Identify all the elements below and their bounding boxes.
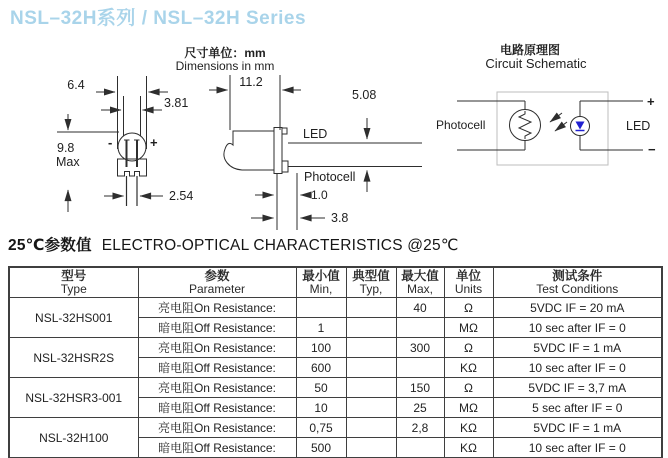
min-cell: 600 xyxy=(296,358,346,378)
test-conditions-cell: 5VDC IF = 1 mA xyxy=(493,418,662,438)
max-cell: 300 xyxy=(396,338,444,358)
col-header-test-conditions xyxy=(493,267,662,298)
units-cell: MΩ xyxy=(444,398,493,418)
parameter-cell: 暗电阻Off Resistance: xyxy=(138,318,296,338)
units-cell: KΩ xyxy=(444,418,493,438)
col-header-type-cn: 型号 xyxy=(61,269,87,283)
typ-cell xyxy=(346,438,396,458)
min-cell: 10 xyxy=(296,398,346,418)
type-cell: NSL-32H100 xyxy=(9,418,138,458)
min-cell: 500 xyxy=(296,438,346,458)
min-cell: 100 xyxy=(296,338,346,358)
dimension-unit-label-en: Dimensions in mm xyxy=(175,59,275,73)
dim-side-lead-offset-label: 3.8 xyxy=(331,211,349,225)
schematic-title-en: Circuit Schematic xyxy=(485,56,587,71)
parameter-cell: 亮电阻On Resistance: xyxy=(138,338,296,358)
units-cell: KΩ xyxy=(444,358,493,378)
typ-cell xyxy=(346,338,396,358)
parameter-cell: 暗电阻Off Resistance: xyxy=(138,398,296,418)
table-row xyxy=(9,338,662,358)
section-heading-en: ELECTRO-OPTICAL CHARACTERISTICS @25℃ xyxy=(101,237,459,254)
side-view-photocell-label: Photocell xyxy=(304,170,356,184)
units-cell: Ω xyxy=(444,378,493,398)
test-conditions-cell: 5VDC IF = 20 mA xyxy=(493,298,662,318)
max-cell: 40 xyxy=(396,298,444,318)
col-header-test-conditions-cn: 测试条件 xyxy=(552,269,603,283)
page-title: NSL–32H系列 / NSL–32H Series xyxy=(10,8,307,29)
dim-front-pin-pitch-label: 2.54 xyxy=(169,189,194,203)
col-header-max-cn: 最大值 xyxy=(401,269,439,283)
parameter-cell: 暗电阻Off Resistance: xyxy=(138,438,296,458)
type-cell: NSL-32HSR3-001 xyxy=(9,378,138,418)
side-view-led-label: LED xyxy=(303,127,328,141)
schematic-photocell-label: Photocell xyxy=(436,118,486,132)
col-header-type-en: Type xyxy=(60,282,87,296)
dim-side-length-label: 11.2 xyxy=(239,75,263,89)
table-row xyxy=(9,298,662,318)
schematic-led-label: LED xyxy=(626,119,651,133)
typ-cell xyxy=(346,318,396,338)
col-header-type xyxy=(9,267,138,298)
col-header-max-en: Max, xyxy=(406,282,433,296)
typ-cell xyxy=(346,298,396,318)
units-cell: Ω xyxy=(444,298,493,318)
units-cell: MΩ xyxy=(444,318,493,338)
schematic-plus-label: + xyxy=(647,94,655,109)
col-header-typ-cn: 典型值 xyxy=(352,269,390,283)
max-cell xyxy=(396,358,444,378)
dim-front-height-max-label: Max xyxy=(56,155,80,169)
col-header-parameter-cn: 参数 xyxy=(204,269,230,283)
test-conditions-cell: 10 sec after IF = 0 xyxy=(493,438,662,458)
test-conditions-cell: 5 sec after IF = 0 xyxy=(493,398,662,418)
parameter-cell: 亮电阻On Resistance: xyxy=(138,298,296,318)
schematic-title-cn: 电路原理图 xyxy=(499,43,561,57)
units-cell: KΩ xyxy=(444,438,493,458)
table-row xyxy=(9,418,662,438)
section-heading xyxy=(8,233,458,255)
test-conditions-cell: 5VDC IF = 3,7 mA xyxy=(493,378,662,398)
table-header-row xyxy=(9,267,662,298)
parameter-cell: 亮电阻On Resistance: xyxy=(138,378,296,398)
col-header-parameter-en: Parameter xyxy=(188,282,246,296)
units-cell: Ω xyxy=(444,338,493,358)
col-header-max xyxy=(396,267,444,298)
dim-front-lead-pitch-label: 3.81 xyxy=(164,96,189,110)
col-header-units-en: Units xyxy=(454,282,483,296)
type-cell: NSL-32HS001 xyxy=(9,298,138,338)
col-header-units xyxy=(444,267,493,298)
eo-characteristics-table xyxy=(8,266,663,458)
typ-cell xyxy=(346,418,396,438)
table-row xyxy=(9,378,662,398)
schematic-minus-label: − xyxy=(648,142,656,157)
test-conditions-cell: 10 sec after IF = 0 xyxy=(493,318,662,338)
dim-front-width-label: 6.4 xyxy=(67,78,85,92)
parameter-cell: 暗电阻Off Resistance: xyxy=(138,358,296,378)
col-header-test-conditions-en: Test Conditions xyxy=(536,282,619,296)
col-header-min-en: Min, xyxy=(309,282,333,296)
col-header-min xyxy=(296,267,346,298)
min-cell: 0,75 xyxy=(296,418,346,438)
max-cell: 25 xyxy=(396,398,444,418)
polarity-plus-label: + xyxy=(150,135,158,150)
dim-side-lead-spacing-label: 5.08 xyxy=(352,88,377,102)
side-view-drawing xyxy=(209,75,422,230)
parameter-cell: 亮电阻On Resistance: xyxy=(138,418,296,438)
typ-cell xyxy=(346,378,396,398)
dimension-unit-label-cn: 尺寸单位：mm xyxy=(184,46,266,60)
test-conditions-cell: 10 sec after IF = 0 xyxy=(493,358,662,378)
dim-side-flange-thickness-label: 1.0 xyxy=(311,188,328,202)
led-diode-symbol xyxy=(576,122,585,130)
min-cell: 1 xyxy=(296,318,346,338)
col-header-typ-en: Typ, xyxy=(359,282,383,296)
min-cell xyxy=(296,298,346,318)
col-header-typ xyxy=(346,267,396,298)
max-cell xyxy=(396,318,444,338)
max-cell xyxy=(396,438,444,458)
max-cell: 2,8 xyxy=(396,418,444,438)
type-cell: NSL-32HSR2S xyxy=(9,338,138,378)
typ-cell xyxy=(346,398,396,418)
col-header-parameter xyxy=(138,267,296,298)
col-header-units-cn: 单位 xyxy=(455,269,481,283)
polarity-minus-label: - xyxy=(108,135,113,150)
typ-cell xyxy=(346,358,396,378)
min-cell: 50 xyxy=(296,378,346,398)
col-header-min-cn: 最小值 xyxy=(302,269,340,283)
test-conditions-cell: 5VDC IF = 1 mA xyxy=(493,338,662,358)
max-cell: 150 xyxy=(396,378,444,398)
section-heading-cn: 25℃参数值 xyxy=(8,237,92,254)
dim-front-height-label: 9.8 xyxy=(57,141,75,155)
